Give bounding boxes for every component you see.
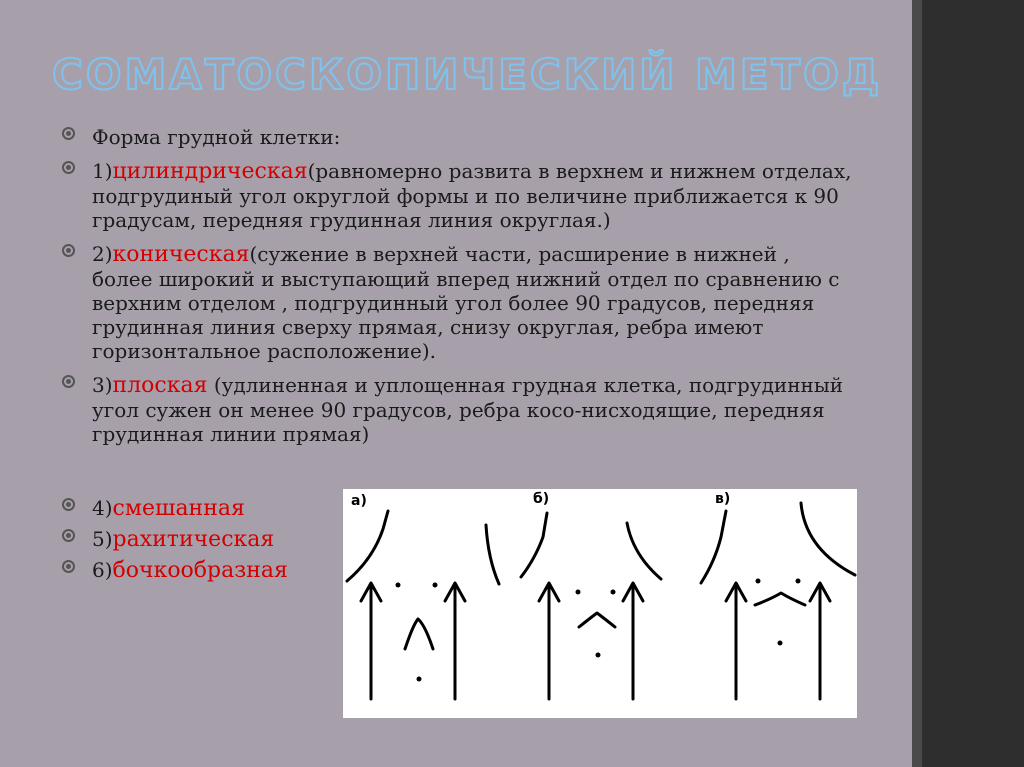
item-highlight: коническая xyxy=(112,242,250,267)
subcostal-angle-c xyxy=(755,593,805,605)
navel-dot xyxy=(778,641,783,646)
bullet-icon xyxy=(62,161,75,174)
nipple-dot xyxy=(396,583,401,588)
item-highlight: рахитическая xyxy=(112,527,275,552)
list-item xyxy=(62,159,852,232)
chest-shapes-figure xyxy=(343,489,857,718)
item-highlight: цилиндрическая xyxy=(112,159,308,184)
figure-label-b: б) xyxy=(533,491,550,507)
figure-label-a: а) xyxy=(351,493,367,509)
nipple-dot xyxy=(756,579,761,584)
bullet-icon xyxy=(62,375,75,388)
list-item xyxy=(62,125,852,149)
item-prefix: 6) xyxy=(92,558,113,582)
item-prefix: Форма грудной клетки: xyxy=(92,125,341,149)
nipple-dot xyxy=(796,579,801,584)
slide-title: СОМАТОСКОПИЧЕСКИЙ МЕТОД xyxy=(52,50,883,99)
subcostal-angle-a xyxy=(405,619,433,649)
item-prefix: 1) xyxy=(92,159,113,183)
bullet-icon xyxy=(62,529,75,542)
nipple-dot xyxy=(576,590,581,595)
item-highlight: бочкообразная xyxy=(112,558,288,583)
bullet-icon xyxy=(62,127,75,140)
item-prefix: 4) xyxy=(92,496,113,520)
item-description: (сужение в верхней части, расширение в нижней , более широкий и выступающий вперед нижний отдел по сравнению с верхним отделом , подгрудинный угол более 90 градусов, передняя грудинная линия сверху прямая, снизу округлая, ребра имеют горизонтальное расположение). xyxy=(92,242,840,363)
torso-outline-c xyxy=(701,503,855,583)
list-item xyxy=(62,373,852,446)
item-prefix: 5) xyxy=(92,527,113,551)
navel-dot xyxy=(596,653,601,658)
chest-shapes-drawing xyxy=(343,489,857,718)
bullet-icon xyxy=(62,244,75,257)
nipple-dot xyxy=(433,583,438,588)
item-description: (удлиненная и уплощенная грудная клетка, подгрудинный угол сужен он менее 90 градусов, ребра косо-нисходящие, передняя грудинная линии прямая) xyxy=(92,373,844,446)
item-description: (равномерно развита в верхнем и нижнем отделах, подгрудиный угол округлой формы и по величине приближается к 90 градусам, передняя грудинная линия округлая.) xyxy=(92,159,852,232)
torso-outline-a xyxy=(347,511,499,584)
item-prefix: 3) xyxy=(92,373,113,397)
navel-dot xyxy=(417,677,422,682)
torso-outline-b xyxy=(521,513,661,579)
subcostal-angle-b xyxy=(579,613,615,627)
list-item xyxy=(62,242,852,363)
figure-label-c: в) xyxy=(715,491,731,507)
side-panel xyxy=(912,0,1024,767)
side-stripe xyxy=(912,0,922,767)
nipple-dot xyxy=(611,590,616,595)
bullet-icon xyxy=(62,560,75,573)
item-highlight: плоская xyxy=(112,373,208,398)
bullet-icon xyxy=(62,498,75,511)
item-highlight: смешанная xyxy=(112,496,245,521)
item-prefix: 2) xyxy=(92,242,113,266)
